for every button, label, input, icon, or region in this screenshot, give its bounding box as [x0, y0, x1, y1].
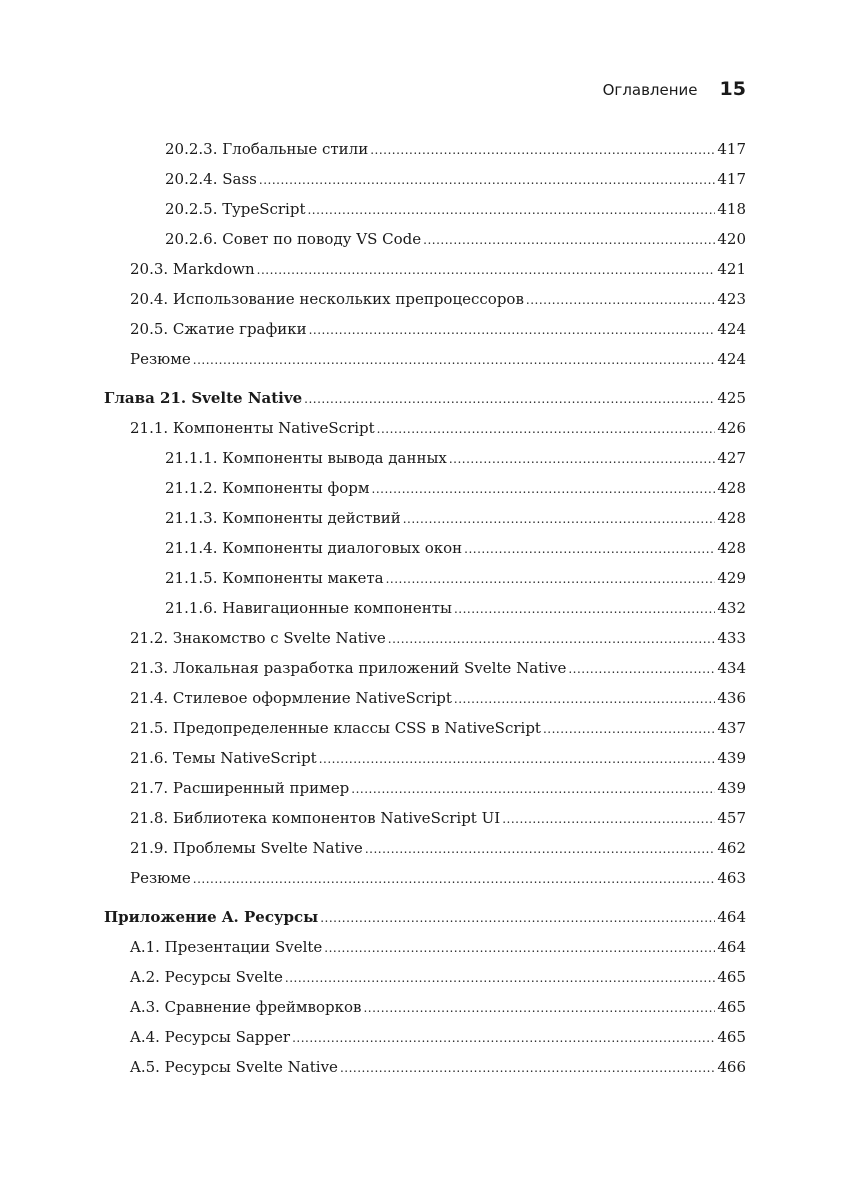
dot-leader [340, 1052, 715, 1083]
toc-entry [130, 863, 746, 893]
toc-entry [165, 164, 746, 194]
toc-entry-page: 417 [717, 170, 746, 188]
toc-entry-page: 465 [717, 968, 746, 986]
toc-entry-title: A.3. Сравнение фреймворков [130, 998, 362, 1016]
dot-leader [423, 224, 715, 255]
toc-entry-page: 437 [717, 719, 746, 737]
dot-leader [259, 164, 715, 195]
toc-entry-title: 20.2.3. Глобальные стили [165, 140, 369, 158]
toc-entry-title: 20.2.6. Совет по поводу VS Code [165, 230, 422, 248]
toc-entry-title: Приложение A. Ресурсы [104, 908, 319, 926]
toc-entry [165, 443, 746, 473]
dot-leader [193, 344, 716, 375]
toc-entry [165, 134, 746, 164]
dot-leader [403, 503, 716, 534]
toc-entry-page: 423 [717, 290, 746, 308]
toc-entry [165, 563, 746, 593]
toc-entry-page: 417 [717, 140, 746, 158]
toc-entry-title: A.5. Ресурсы Svelte Native [130, 1058, 338, 1076]
toc-entry [130, 992, 746, 1022]
toc-entry-page: 465 [717, 998, 746, 1016]
toc-entry-title: 21.2. Знакомство с Svelte Native [130, 629, 386, 647]
toc-entry-title: 21.7. Расширенный пример [130, 779, 350, 797]
toc-entry-title: 21.1.3. Компоненты действий [165, 509, 401, 527]
toc-entry-title: Глава 21. Svelte Native [104, 389, 303, 407]
toc-entry-title: 20.3. Markdown [130, 260, 255, 278]
toc-entry-title: A.4. Ресурсы Sapper [130, 1028, 291, 1046]
dot-leader [307, 194, 715, 225]
toc-entry-page: 463 [717, 869, 746, 887]
toc-entry-title: Резюме [130, 869, 191, 887]
toc-entry [130, 623, 746, 653]
toc-entry-page: 424 [717, 320, 746, 338]
toc-entry-title: Резюме [130, 350, 191, 368]
toc-entry [130, 284, 746, 314]
toc-chapter-entry [104, 902, 746, 932]
toc-entry [165, 503, 746, 533]
toc-entry-page: 426 [717, 419, 746, 437]
toc-entry [130, 743, 746, 773]
toc-entry-title: 21.1.5. Компоненты макета [165, 569, 384, 587]
toc-entry-title: 21.1. Компоненты NativeScript [130, 419, 375, 437]
toc-entry-page: 465 [717, 1028, 746, 1046]
table-of-contents [0, 134, 849, 1082]
dot-leader [502, 803, 715, 834]
dot-leader [319, 743, 716, 774]
toc-entry [130, 932, 746, 962]
toc-entry-page: 428 [717, 539, 746, 557]
dot-leader [372, 473, 716, 504]
dot-leader [454, 593, 715, 624]
toc-entry [165, 593, 746, 623]
toc-entry [130, 1022, 746, 1052]
toc-entry-page: 420 [717, 230, 746, 248]
toc-entry-page: 428 [717, 479, 746, 497]
dot-leader [193, 863, 716, 894]
toc-chapter-entry [104, 383, 746, 413]
toc-entry-title: 21.5. Предопределенные классы CSS в NativeScript [130, 719, 541, 737]
page-number: 15 [719, 78, 746, 100]
toc-entry-title: A.1. Презентации Svelte [130, 938, 323, 956]
toc-entry-title: 21.1.2. Компоненты форм [165, 479, 370, 497]
toc-entry [130, 1052, 746, 1082]
dot-leader [324, 932, 715, 963]
toc-entry-page: 418 [717, 200, 746, 218]
toc-entry-page: 439 [717, 779, 746, 797]
toc-entry-title: 20.4. Использование нескольких препроцессоров [130, 290, 524, 308]
toc-entry [165, 224, 746, 254]
toc-entry-title: 21.1.6. Навигационные компоненты [165, 599, 452, 617]
toc-entry-page: 427 [717, 449, 746, 467]
dot-leader [257, 254, 716, 285]
toc-entry-title: 20.5. Сжатие графики [130, 320, 307, 338]
dot-leader [309, 314, 716, 345]
toc-entry-page: 464 [717, 938, 746, 956]
running-header [104, 78, 746, 100]
dot-leader [320, 902, 715, 933]
toc-entry-page: 466 [717, 1058, 746, 1076]
toc-entry-title: A.2. Ресурсы Svelte [130, 968, 283, 986]
toc-entry [130, 962, 746, 992]
toc-entry [165, 533, 746, 563]
toc-entry-page: 457 [717, 809, 746, 827]
toc-entry-title: 21.3. Локальная разработка приложений Svelte Native [130, 659, 567, 677]
toc-entry-page: 439 [717, 749, 746, 767]
dot-leader [370, 134, 715, 165]
toc-entry [130, 713, 746, 743]
toc-entry [130, 314, 746, 344]
toc-entry-title: 21.1.1. Компоненты вывода данных [165, 449, 447, 467]
toc-entry-title: 21.9. Проблемы Svelte Native [130, 839, 363, 857]
dot-leader [377, 413, 716, 444]
toc-entry-page: 464 [717, 908, 746, 926]
toc-entry [130, 254, 746, 284]
toc-entry-title: 21.6. Темы NativeScript [130, 749, 317, 767]
toc-entry-page: 462 [717, 839, 746, 857]
toc-entry-page: 428 [717, 509, 746, 527]
dot-leader [285, 962, 715, 993]
toc-entry [130, 344, 746, 374]
toc-entry-title: 21.1.4. Компоненты диалоговых окон [165, 539, 463, 557]
toc-entry [130, 803, 746, 833]
toc-entry [165, 473, 746, 503]
dot-leader [543, 713, 715, 744]
toc-entry-title: 20.2.5. TypeScript [165, 200, 306, 218]
toc-entry-page: 424 [717, 350, 746, 368]
toc-entry-title: 20.2.4. Sass [165, 170, 257, 188]
dot-leader [464, 533, 715, 564]
toc-entry [130, 653, 746, 683]
dot-leader [292, 1022, 715, 1053]
dot-leader [304, 383, 715, 414]
toc-entry [130, 833, 746, 863]
toc-entry-title: 21.4. Стилевое оформление NativeScript [130, 689, 452, 707]
toc-entry-page: 429 [717, 569, 746, 587]
toc-entry [130, 683, 746, 713]
toc-entry-page: 421 [717, 260, 746, 278]
dot-leader [526, 284, 715, 315]
toc-entry-page: 434 [717, 659, 746, 677]
toc-entry [130, 413, 746, 443]
toc-entry-page: 432 [717, 599, 746, 617]
dot-leader [363, 992, 715, 1023]
toc-entry-page: 436 [717, 689, 746, 707]
running-header-title: Оглавление [602, 81, 698, 99]
dot-leader [351, 773, 715, 804]
dot-leader [454, 683, 715, 714]
dot-leader [388, 623, 716, 654]
dot-leader [386, 563, 716, 594]
dot-leader [449, 443, 716, 474]
toc-entry [130, 773, 746, 803]
toc-entry [165, 194, 746, 224]
toc-entry-title: 21.8. Библиотека компонентов NativeScript UI [130, 809, 501, 827]
toc-entry-page: 433 [717, 629, 746, 647]
dot-leader [568, 653, 715, 684]
dot-leader [365, 833, 716, 864]
toc-entry-page: 425 [717, 389, 746, 407]
